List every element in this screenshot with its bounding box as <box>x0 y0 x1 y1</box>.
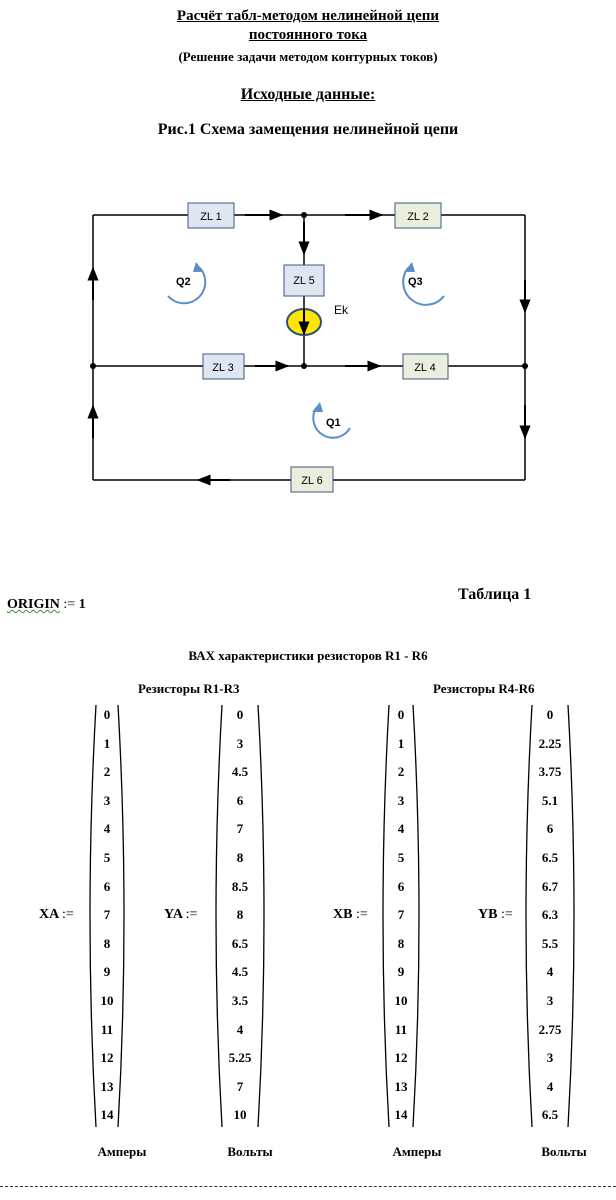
page-divider <box>0 1186 616 1187</box>
xa-value-10: 10 <box>100 993 114 1008</box>
zl6-label: ZL 6 <box>301 475 323 487</box>
title-line-2: постоянного тока <box>248 27 368 43</box>
xb-unit: Амперы <box>392 1144 442 1159</box>
group-left-label: Резисторы R1-R3 <box>138 681 240 696</box>
ya-value-10: 3.5 <box>231 993 249 1008</box>
xb-value-4: 4 <box>397 821 405 837</box>
xb-value-6: 6 <box>397 878 405 894</box>
xa-value-2: 2 <box>103 764 111 780</box>
xb-value-2: 2 <box>397 764 405 780</box>
xb-value-9: 9 <box>397 964 405 980</box>
table-caption: Таблица 1 <box>458 586 532 603</box>
yb-value-13: 4 <box>546 1078 554 1094</box>
yb-value-0: 0 <box>546 707 554 722</box>
xa-value-4: 4 <box>103 821 111 837</box>
yb-value-6: 6.7 <box>541 878 559 894</box>
ya-value-7: 8 <box>236 907 244 923</box>
xa-value-11: 11 <box>100 1021 114 1037</box>
yb-value-4: 6 <box>546 821 554 837</box>
ya-value-14: 10 <box>233 1107 247 1123</box>
origin-name: ORIGIN <box>7 597 60 612</box>
xb-value-0: 0 <box>397 707 405 722</box>
initial-data-heading: Исходные данные: <box>240 86 376 103</box>
xb-assignment: XB := <box>333 907 368 922</box>
ya-value-8: 6.5 <box>231 935 249 951</box>
xb-value-14: 14 <box>394 1107 408 1123</box>
xb-value-13: 13 <box>394 1078 408 1094</box>
xb-value-10: 10 <box>394 993 408 1008</box>
ya-assignment: YA := <box>164 907 198 922</box>
ek-label: Ek <box>334 303 349 317</box>
xa-value-12: 12 <box>100 1050 114 1066</box>
xa-value-1: 1 <box>103 735 111 751</box>
xa-value-13: 13 <box>100 1078 114 1094</box>
yb-assignment: YB := <box>478 907 513 922</box>
xb-value-7: 7 <box>397 907 405 923</box>
xa-value-3: 3 <box>103 792 111 808</box>
yb-value-10: 3 <box>546 993 554 1008</box>
q3-label: Q3 <box>408 276 423 288</box>
yb-value-2: 3.75 <box>538 764 562 780</box>
xa-value-0: 0 <box>103 707 111 722</box>
ya-value-11: 4 <box>236 1021 244 1037</box>
ya-unit: Вольты <box>227 1144 273 1159</box>
zl2-label: ZL 2 <box>407 211 429 223</box>
group-right-label: Резисторы R4-R6 <box>433 681 535 696</box>
ya-value-12: 5.25 <box>228 1050 252 1066</box>
xb-value-11: 11 <box>394 1021 408 1037</box>
xb-value-12: 12 <box>394 1050 408 1066</box>
yb-value-8: 5.5 <box>541 935 559 951</box>
xa-value-5: 5 <box>103 850 111 865</box>
yb-value-9: 4 <box>546 964 554 980</box>
xa-unit: Амперы <box>97 1144 147 1159</box>
xa-value-14: 14 <box>100 1107 114 1123</box>
yb-value-3: 5.1 <box>541 792 559 808</box>
xa-value-6: 6 <box>103 878 111 894</box>
ya-value-9: 4.5 <box>231 964 249 980</box>
zl3-label: ZL 3 <box>212 362 234 374</box>
ya-value-0: 0 <box>236 707 244 722</box>
yb-value-12: 3 <box>546 1050 554 1066</box>
ya-value-5: 8 <box>236 850 244 865</box>
yb-value-1: 2.25 <box>538 735 562 751</box>
xa-value-9: 9 <box>103 964 111 980</box>
q2-label: Q2 <box>176 276 191 288</box>
q1-label: Q1 <box>326 417 341 429</box>
xa-assignment: XA := <box>39 907 74 922</box>
yb-value-14: 6.5 <box>541 1107 559 1123</box>
xb-value-5: 5 <box>397 850 405 865</box>
xb-value-8: 8 <box>397 935 405 951</box>
ya-value-1: 3 <box>236 735 244 751</box>
yb-unit: Вольты <box>541 1144 587 1159</box>
title-line-1: Расчёт табл-методом нелинейной цепи <box>176 8 440 24</box>
origin-value: 1 <box>78 597 86 612</box>
yb-value-7: 6.3 <box>541 907 559 923</box>
xb-value-1: 1 <box>397 735 405 751</box>
ya-value-13: 7 <box>236 1078 244 1094</box>
subtitle: (Решение задачи методом контурных токов) <box>178 49 438 64</box>
zl4-label: ZL 4 <box>414 362 436 374</box>
ya-value-4: 7 <box>236 821 244 837</box>
xa-value-8: 8 <box>103 935 111 951</box>
yb-value-5: 6.5 <box>541 850 559 865</box>
ya-value-6: 8.5 <box>231 878 249 894</box>
figure-caption: Рис.1 Схема замещения нелинейной цепи <box>157 121 459 138</box>
ya-value-3: 6 <box>236 792 244 808</box>
yb-value-11: 2.75 <box>538 1021 562 1037</box>
vax-title: ВАХ характеристики резисторов R1 - R6 <box>188 648 428 663</box>
xb-value-3: 3 <box>397 792 405 808</box>
zl5-label: ZL 5 <box>293 275 315 287</box>
xa-value-7: 7 <box>103 907 111 923</box>
ya-value-2: 4.5 <box>231 764 249 780</box>
origin-op: := <box>63 597 76 612</box>
zl1-label: ZL 1 <box>200 211 222 223</box>
